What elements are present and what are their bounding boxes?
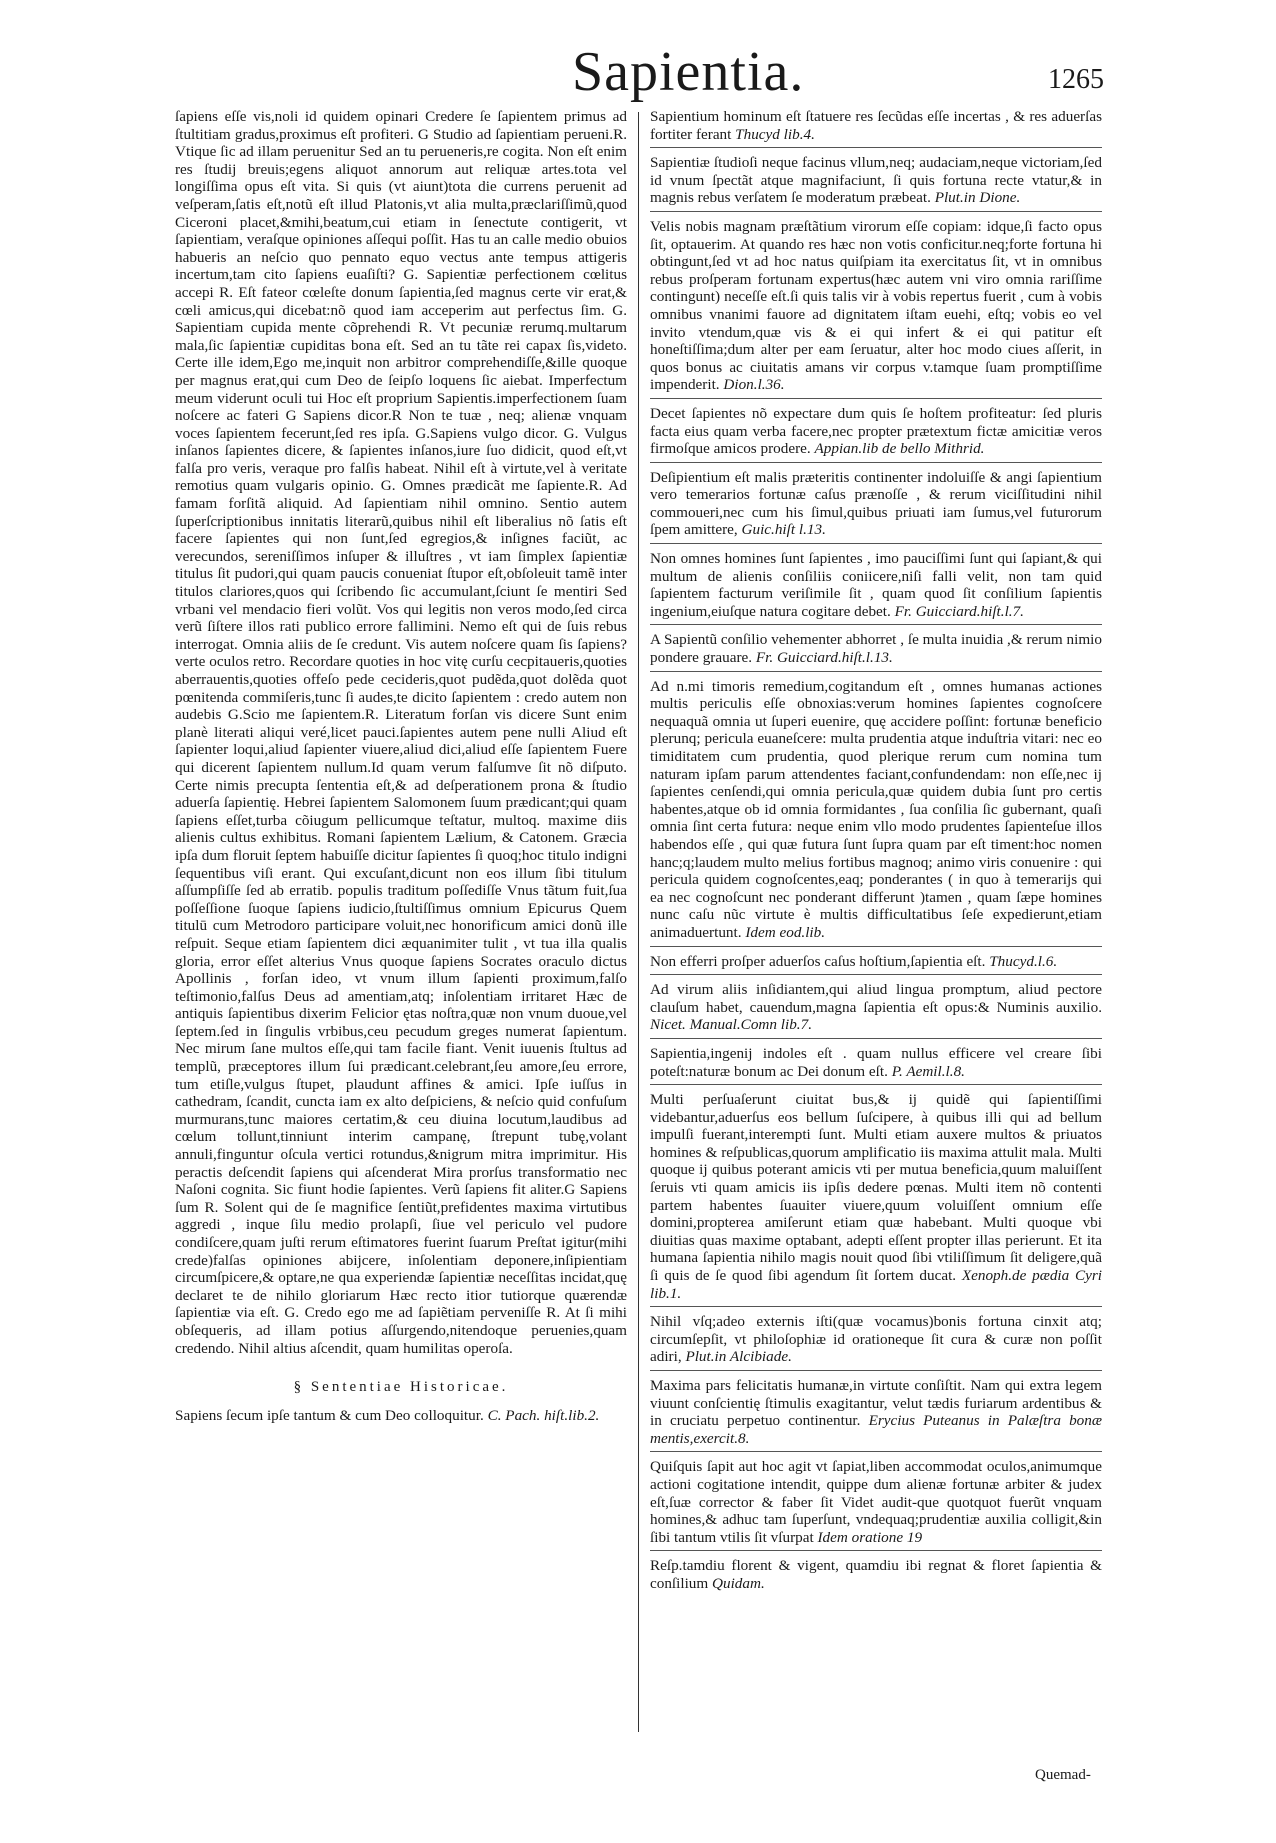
- entry-citation: Dion.l.36.: [723, 376, 785, 394]
- entry-text: Sapientium hominum eſt ſtatuere res ſecũdas eſſe incertas , & res aduerſas fortiter ferant: [650, 108, 1102, 143]
- list-item: [650, 154, 1102, 207]
- entry-citation: Thucyd.l.6.: [989, 952, 1058, 970]
- entry-citation: Fr. Guicciard.hiſt.l.7.: [894, 602, 1024, 620]
- entry-citation: Idem oratione 19: [817, 1528, 923, 1546]
- entry-text: Sapientiæ ſtudioſi neque facinus vllum,neq; audaciam,neque victoriam,ſed id vnum ſpectãt atque magnifaciunt, ſi quis fortuna recte vtatur,& in magnis rebus verſatem ſe moderatum præbeat.: [650, 154, 1102, 207]
- list-item: [650, 469, 1102, 539]
- right-column: [650, 108, 1102, 1596]
- entry-text: Maxima pars felicitatis humanæ,in virtute conſiſtit. Nam qui extra legem viuunt conſcientię ſtimulis exagitantur, velut tædis furiarum ardentibus & in cruciatu perpetuo continentur.: [650, 1377, 1102, 1430]
- entry-citation: Nicet. Manual.Comn lib.7.: [650, 1016, 812, 1034]
- list-item: [650, 108, 1102, 143]
- entry-divider: [650, 211, 1102, 212]
- left-column: [175, 108, 627, 1427]
- list-item: [650, 550, 1102, 620]
- entry-citation: Guic.hiſt l.13.: [741, 521, 826, 539]
- list-item: [650, 405, 1102, 458]
- entry-text: Multi perſuaſerunt ciuitat bus,& ij quidẽ qui ſapientiſſimi videbantur,aduerſus eos bellum ſuſcipere, à quibus illi qui ad bellum impulſi fuerant,interempti ſunt. Multi etiam auxere multos & priuatos homines & reſpublicas,quorum amplificatio iis maxima attulit mala. Multi quoque ij quibus poterant amicis vti per mutua beneficia,quum maluiſſent ſeruis vti quam amicis iis ipſis dedere pœnas. Multi item nõ contenti partem habentes ſuauiter viuere,quum voluiſſent omnium eſſe domini,propterea amiſerunt etiam quæ habebant. Multi quoque vbi diuitias quas maxime optabant, adepti eſſent propter illas perierunt. Et ita humana ſapientia nihilo magis nouit quod ſibi vtiliſſimum ſit deligere,quã ſi quis de ſe quod ſibi agendum ſit ſortem ducat.: [650, 1091, 1102, 1285]
- list-item: [650, 218, 1102, 394]
- entry-text: Non omnes homines ſunt ſapientes , imo pauciſſimi ſunt qui ſapiant,& qui multum de alienis conſiliis coniicere,niſi falli velit, non tam quid ſapientem facturum veriſimile ſit , quam quod ſit conſilium ſapientis ingenium,eiuſque natura cogitare debet.: [650, 550, 1102, 620]
- page-number: 1265: [1048, 64, 1104, 95]
- entry-text: Reſp.tamdiu florent & vigent, quamdiu ibi regnat & floret ſapientia & conſilium: [650, 1557, 1102, 1592]
- entry-citation: Quidam.: [712, 1574, 765, 1592]
- entry-divider: [650, 1550, 1102, 1551]
- page-header: [0, 40, 1276, 110]
- entry-text: A Sapientũ conſilio vehementer abhorret , ſe multa inuidia ,& rerum nimio pondere grauare.: [650, 631, 1102, 667]
- entry-citation: Erycius Puteanus in Palæſtra bonæ mentis,exercit.8.: [650, 1412, 1102, 1447]
- catchword: Quemad-: [1035, 1767, 1091, 1783]
- entry-divider: [650, 946, 1102, 947]
- entry-text: Deſipientium eſt malis præteritis continenter indoluiſſe & angi ſapientium vero temerarios fortunæ caſus prænoſſe , & rerum viciſſitudini nihil commoueri,nec cum his ſimul,quibus priuati iam ſumus,vel futurorum ſpem amittere,: [650, 468, 1102, 539]
- entry-citation: Xenoph.de pædia Cyri lib.1.: [650, 1267, 1102, 1302]
- page-title: Sapientia.: [572, 41, 805, 103]
- entry-text: Velis nobis magnam præſtãtium virorum eſſe copiam: idque,ſi facto opus ſit, optauerim. At quando res hæc non votis conficitur.neq;forte fortuna hi obtingunt,ſed vt ad hoc natus quiſpiam ita exercitatus ſit, vt in omnibus rebus proſperam fortunam expertus(hæc autem vni viro omnia rariſſime contingunt) neceſſe eſt.ſi quis talis vir à vobis repertus fuerit , cum à vobis omnibus vnanimi fauore ad dignitatem iſtam euehi, eſtq; vobis eo vel invito vtendum,quæ vis & ei qui infert & ei qui patitur eſt honeſtiſſima;dum alter per eam ſeruatur, alter hoc modo ciues aſſerit, in quos bonus ac ciuitatis amans vir corpus v.tamque ſuam promptiſſime impenderit.: [650, 217, 1102, 394]
- list-item: [650, 678, 1102, 942]
- entry-text: Decet ſapientes nõ expectare dum quis ſe hoſtem profiteatur: ſed pluris facta eius quam verba facere,nec propter prætextum fictæ amicitiæ veros firmoſque amicos prodere.: [650, 404, 1102, 458]
- entry-citation: Idem eod.lib.: [745, 923, 826, 941]
- list-item: [650, 1377, 1102, 1447]
- entry-citation: Thucyd lib.4.: [735, 125, 815, 143]
- entry-citation: Appian.lib de bello Mithrid.: [814, 440, 985, 458]
- entry-citation: P. Aemil.l.8.: [891, 1062, 965, 1080]
- entry-divider: [650, 543, 1102, 544]
- list-item: [650, 953, 1102, 971]
- entry-divider: [650, 1038, 1102, 1039]
- entry-text: Sapiens ſecum ipſe tantum & cum Deo colloquitur.: [175, 1406, 484, 1424]
- entry-text: Sapientia,ingenij indoles eſt . quam nullus efficere vel creare ſibi poteſt:naturæ bonum ac Dei donum eſt.: [650, 1044, 1102, 1080]
- list-item: [650, 981, 1102, 1034]
- list-item: [650, 631, 1102, 666]
- entry-text: Non efferri proſper aduerſos caſus hoſtium,ſapientia eſt.: [650, 952, 986, 970]
- entry-citation: Fr. Guicciard.hiſt.l.13.: [755, 649, 893, 667]
- entry-citation: Plut.in Alcibiade.: [685, 1348, 792, 1366]
- entry-divider: [650, 462, 1102, 463]
- entry-divider: [650, 974, 1102, 975]
- entry-text: Nihil vſq;adeo externis iſti(quæ vocamus)bonis fortuna cinxit atq; circumſepſit, vt philoſophiæ id orationeque ſit cura & curæ non poſſit adiri,: [650, 1313, 1102, 1366]
- list-item: [650, 1091, 1102, 1302]
- entry-text: Ad virum aliis inſidiantem,qui aliud lingua promptum, aliud pectore clauſum habet, cauendum,magna ſapientia eſt opus:& Numinis auxilio.: [650, 981, 1102, 1016]
- entry-citation: Plut.in Dione.: [934, 189, 1021, 207]
- entry-divider: [650, 398, 1102, 399]
- entry-divider: [650, 1370, 1102, 1371]
- entry-text: Ad n.mi timoris remedium,cogitandum eſt , omnes humanas actiones multis periculis eſſe obnoxias:verum homines ſapientes cognoſcere nequaquã omnia ut ſuperi euenire, quę accidere poſſint: fortunæ beneficio plerunq; pericula euaneſcere: multa prudentia atque induſtria vitari: nec eo timiditatem cum prudentia, quod plerique rerum cum nomina tum naturam ipſam parum attendentes faciant,confundendam: non eſſe,nec ij ſapientes cenſendi,qui omnia pericula,quæ quidem dubia ſunt pro certis habentes,atque ob id omnia formidantes , ſua conſilia ſic gubernant, quaſi omnia ſint certa futura: neque enim vllo modo prudentes ſapienteſue illos habendos eſſe , qui quæ futura ſunt ſupra quam par eſt timent:hoc nomen hanc;q;laudem multo melius fortibus magnoq; animo viris conuenire : qui pericula quidem cognoſcentes,eaq; ponderantes ( in quo à temerarijs qui ea nec cognoſcunt nec ponderant differunt )tamen , quam ſæpe homines nunc caſu nũc virtute è multis difficultatibus ſeſe expedierunt,etiam animaduertunt.: [650, 677, 1102, 941]
- entry-divider: [650, 1306, 1102, 1307]
- entry-divider: [650, 671, 1102, 672]
- list-item: [650, 1045, 1102, 1080]
- list-item: [650, 1458, 1102, 1546]
- column-divider: [638, 112, 639, 1732]
- list-item: [650, 1313, 1102, 1366]
- entry-citation: C. Pach. hiſt.lib.2.: [487, 1406, 600, 1424]
- entry-divider: [650, 1084, 1102, 1085]
- list-item: [650, 1557, 1102, 1592]
- list-item: [175, 1407, 627, 1425]
- entry-divider: [650, 624, 1102, 625]
- entry-divider: [650, 147, 1102, 148]
- dialogue-text: ſapiens eſſe vis,noli id quidem opinari Credere ſe ſapientem primus ad ſtultitiam gradus,proximus eſt profiteri. G Studio ad ſapientiam perueni.R. Vtique ſic ad illam peruenitur Sed an tu perueneris,re cogita. Non eſt enim res ſtudij breuis;egens aliquot annorum aut reliquæ artes.tota vel longiſſima opus eſt vita. Si quis (vt aiunt)tota die currens peruenit ad veſperam,ſatis eſt,notũ eſt illud Platonis,vt alia multa,præclariſſimũ,quod Ciceroni placet,&mihi,beatum,cui etiam in ſenectute contigerit, vt ſapientiam, veraſque opiniones aſſequi poſſit. Has tu an calle medio obuios habueris an neſcio quo pennato equo vectus ante tempus attigeris incertum,tam cito ſapiens euaſiſti? G. Sapientiæ perfectionem cœlitus accepi R. Eſt fateor cœleſte donum ſapientia,ſed magnus certe vir erat,& cœli amicus,qui dicebat:nõ quod iam acceperim aut perfectus ſim. G. Sapientiam cupida mente cõprehendi R. Vt pecuniæ rerumq.multarum mala,ſic ſapientiæ cupiditas bona eſt. Sed an tu tãte rei capax ſis,videto. Certe ille idem,Ego me,inquit non arbitror comprehendiſſe,&ille quoque per magnus erat,qui cum Deo de ſeipſo loquens ſic aiebat. Imperfectum meum viderunt oculi tui Hoc eſt proprium Sapientis.imperfectionem ſuam noſcere ac fateri G Sapiens dicor.R Non te tuæ , neq; alienæ vnquam voces ſapientem fecerunt,ſed res ipſa. G.Sapiens vulgo dicor. G. Vulgus inſanos ſapientes dicere, & ſapientes inſanos,iure ſuo didicit, quod eſt,vt falſa pro veris, veraque pro falſis habeat. Nihil eſt à virtute,vel à veritate remotius quam vulgaris opinio. G. Omnes prædicãt me ſapiente.R. Ad famam forſitã aliquid. Ad ſapientiam nihil omnino. Sentio autem ſuperſcriptionibus innitatis literarũ,quibus nihil eſt liberalius nõ ſatis eſt facere ſapientes qui non ſunt,ſed egregios,& inſignes faciũt, ac verecundos, sereniſſimos inſuper & illuſtres , vt iam ſimplex ſapientiæ titulus ſit pudori,qui quam paucis conueniat ſtupor eſt,obſoleuit tamẽ inter titulos clariores,quos qui ſcribendo ſic accumulant,ſciunt ſe mentiri Sed vrbani vel mendacio fieri volũt. Vos qui legitis non veros modo,ſed circa verũ ſiſtere illos rati publico errore fallimini. Nemo eſt qui de ſuis rebus interrogat. Omnia aliis de ſe credunt. Vis autem noſcere quam ſis ſapiens?verte oculos retro. Recordare quoties in hoc vitę curſu cecpitaueris,quoties aberrauentis,quoties offeſo pede cecideris,quot pudẽda,quot dolẽda quot pœnitenda commiſeris,tunc ſi audes,te dicito ſapientem : credo autem non audebis G.Scio me ſapientem.R. Literatum forſan vis dicere Sunt enim planè literati aliqui veré,licet pauci.ſapientes autem pene nulli Aliud eſt ſapienter loqui,aliud ſapienter viuere,aliud dici,aliud eſſe ſapientem Fuere qui dicerent ſapientem nullum.Id quam verum falſumve ſit nõ diſputo. Certe nimis precupta ſententia eſt,& ad deſperationem prona & ſtudio aduerſa ſapientię. Hebrei ſapientem Salomonem ſuum prædicant;qui quam ſapiens eſſet,turba cõiugum pellicumque teſtatur, multoq. maxime diis alienis cultus exhibitus. Romani ſapientem Lælium, & Catonem. Græcia ipſa dum floruit ſeptem habuiſſe dicitur ſapientes ſi quoq;hoc titulo indigni ſequentibus viſi erant. Qui excuſant,dicunt non eos illum ſibi titulum aſſumpſiſſe ſed ab erratib. populis traditum poſſediſſe Vnus tãtum fuit,ſua poſſeſſione ſuoque ſapiens iudicio,ſtultiſſimus omnium Epicurus Quem titulū cum Metrodoro participare voluit,nec honorificum amici donũ ille reſpuit. Seque etiam ſapientem dici æquanimiter tulit , vt tua illa qualis gloria, error eſſet alterius Vnus quoque ſapiens Socrates oraculo dictus Apollinis , forſan ideo, vt vnum illum ſapienti proximum,falſo teſtimonio,falſus Deus ad amentiam,atq; inſolentiam irritaret Hæc de antiquis ſapientibus dixerim Felicior ętas noſtra,quæ non vnum duoue,vel ſeptem.ſed in ſingulis vrbibus,ceu pecudum greges numerat ſapientum. Nec mirum ſane multos eſſe,qui tam facile fiant. Venit iuuenis ſtultus ad templũ, præceptores illum ſui prædicant.celebrant,ſeu amore,ſeu errore, tum etiſle,vulgus ſtupet, plaudunt affines & amici. Ipſe iuſſus in cathedram, ſcandit, cuncta iam ex alto deſpiciens, & neſcio quid confuſum murmurans,tunc maiores certatim,& ceu diuina locutum,laudibus ad cœlum tollunt,tinniunt interim campanę, ſtrepunt tubę,volant annuli,finguntur oſcula vertici rotundus,&nigrum mitra imprimitur. His peractis deſcendit ſapiens qui aſcenderat Mira prorſus transformatio nec Naſoni cognita. Sic fiunt hodie ſapientes. Verũ ſapiens fit aliter.G Sapiens ſum R. Solent qui de ſe magnifice ſentiũt,prefidentes maxima virtutibus aggredi , inque ſilu medio prolapſi, ſiue vel periculo vel pudore condiſcere,quam juſti rerum eſtimatores fuerint ſuarum Preſtat igitur(mihi crede)falſas opiniones abijcere, inſolentiam deponere,inſipientiam circumſpicere,& optare,ne qua experiendæ ſapientiæ neceſſitas incidat,quę declaret te de nihilo gloriarum Hæc recto itior tutiorque quærendæ ſapientiæ via eſt. G. Credo ego me ad ſapiẽtiam perveniſſe R. At ſi mihi obſequeris, ad illam potius aſſurgendo,nitendoque peruenies,quam credendo. Nihil altius aſcendit, quam humilitas operoſa.: [175, 108, 627, 1357]
- entry-divider: [650, 1451, 1102, 1452]
- entry-text: Quiſquis ſapit aut hoc agit vt ſapiat,liben accommodat oculos,animumque actioni cogitatione intendit, quippe dum alienæ fortunæ arbiter & judex eſt,ſuæ corrector & faber ſit Videt audit-que quotquot fuerũt vnquam homines,& adhuc tam ſuperſunt, vndequaq;prudentiæ auxilia colligit,&in ſibi tantum vtilis ſit vſurpat: [650, 1458, 1102, 1546]
- section-heading: § Sententiae Historicae.: [293, 1379, 509, 1396]
